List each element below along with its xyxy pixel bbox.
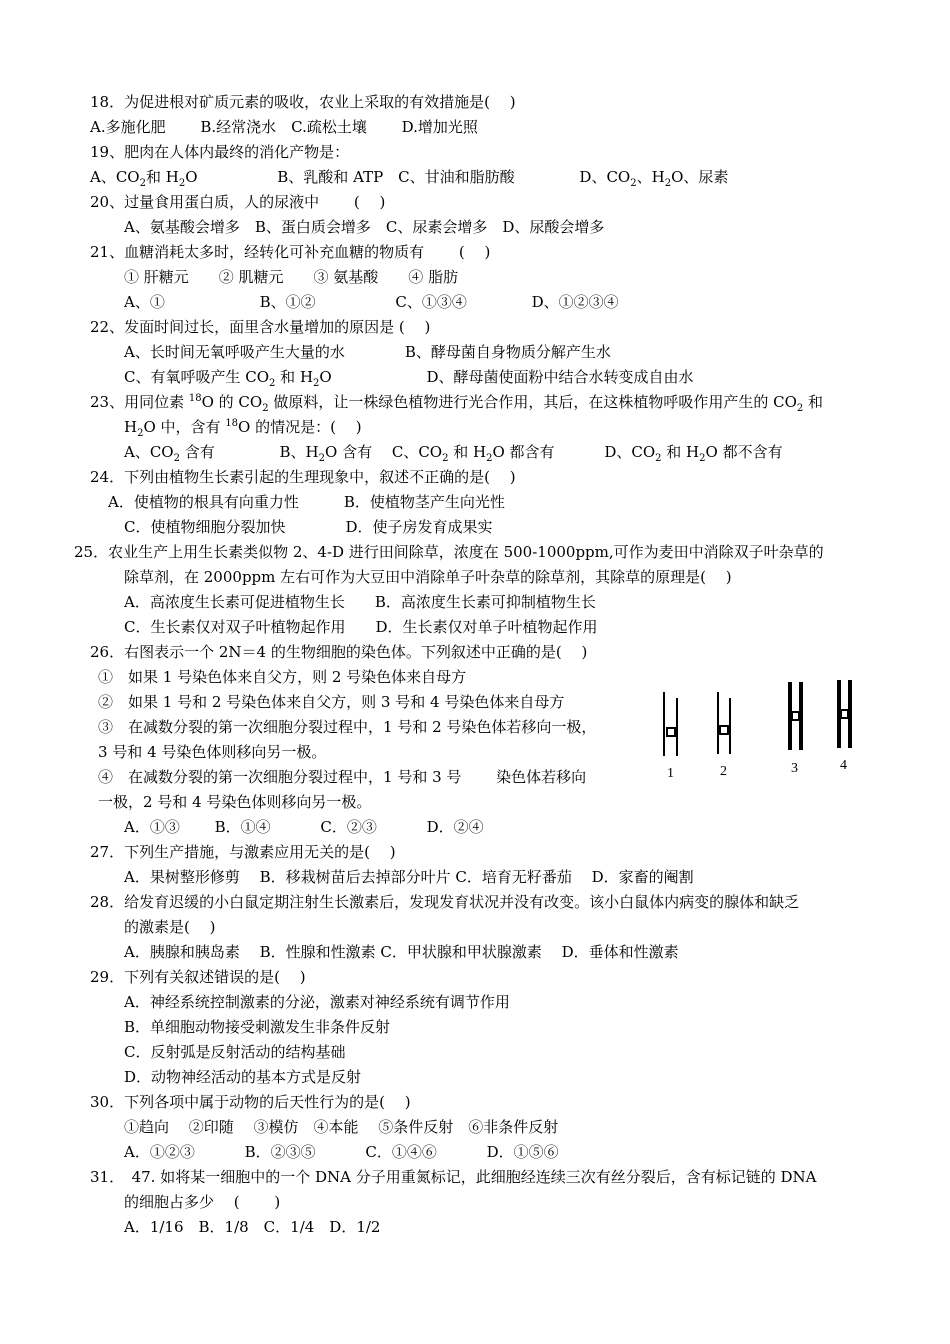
line-q31-2: 的细胞占多少 ( )	[124, 1193, 281, 1211]
line-q19: 19、肥肉在人体内最终的消化产物是：	[90, 143, 350, 161]
chromosome-3	[790, 682, 801, 776]
chromosome-1-label: 1	[667, 766, 674, 781]
line-q23-opts: A、$CO_2$ 含有 B、$H_2O$ 含有 C、$CO_2$ 和 $H_2O$ 都含有 D、$CO_2$ 和 $H_2O$ 都不含有	[124, 443, 783, 464]
line-q29-a: A．神经系统控制激素的分泌，激素对神经系统有调节作用	[124, 993, 510, 1011]
line-q18-opts: A.多施化肥 B.经常浇水 C.疏松土壤 D.增加光照	[90, 118, 478, 136]
line-q29-b: B．单细胞动物接受刺激发生非条件反射	[124, 1018, 391, 1036]
line-q29-d: D．动物神经活动的基本方式是反射	[124, 1068, 362, 1086]
line-q22-cd: C、有氧呼吸产生 $CO_2$ 和 $H_2O$ D、酵母菌使面粉中结合水转变成自由水	[124, 368, 694, 389]
chromosome-2-label: 2	[720, 764, 727, 779]
line-q30-items: ①趋向 ②印随 ③模仿 ④本能 ⑤条件反射 ⑥非条件反射	[124, 1118, 559, 1136]
line-q26-2: ② 如果 1 号和 2 号染色体来自父方，则 3 号和 4 号染色体来自母方	[98, 693, 565, 711]
line-q26-3a: ③ 在减数分裂的第一次细胞分裂过程中，1 号和 2 号染色体若移向一极，	[98, 718, 597, 736]
line-q30: 30．下列各项中属于动物的后天性行为的是( )	[90, 1093, 411, 1111]
line-q23-1: 23、用同位素 $^{18}$O 的 $CO_2$ 做原料，让一株绿色植物进行光合作用，其后，在这株植物呼吸作用产生的 $CO_2$ 和	[90, 393, 824, 414]
line-q24: 24．下列由植物生长素引起的生理现象中，叙述不正确的是( )	[90, 468, 516, 486]
line-q20: 20、过量食用蛋白质，人的尿液中 ( )	[90, 193, 386, 211]
line-q28-2: 的激素是( )	[124, 918, 216, 936]
line-q20-opts: A、氨基酸会增多 B、蛋白质会增多 C、尿素会增多 D、尿酸会增多	[124, 218, 605, 236]
line-q26-3b: 3 号和 4 号染色体则移向另一极。	[98, 743, 327, 761]
line-q26-1: ① 如果 1 号染色体来自父方，则 2 号染色体来自母方	[98, 668, 467, 686]
line-q25-ab: A．高浓度生长素可促进植物生长 B．高浓度生长素可抑制植物生长	[124, 593, 596, 611]
chromosome-2	[718, 692, 730, 779]
chromosome-figure	[650, 670, 880, 790]
line-q21-opts: A、① B、①② C、①③④ D、①②③④	[124, 293, 619, 311]
line-q24-ab: A．使植物的根具有向重力性 B．使植物茎产生向光性	[108, 493, 505, 511]
chromosome-3-label: 3	[791, 761, 798, 776]
line-q27: 27．下列生产措施，与激素应用无关的是( )	[90, 843, 396, 861]
line-q25-2: 除草剂，在 2000ppm 左右可作为大豆田中消除单子叶杂草的除草剂，其除草的原理是( )	[124, 568, 732, 586]
line-q25-cd: C．生长素仅对双子叶植物起作用 D．生长素仅对单子叶植物起作用	[124, 618, 598, 636]
line-q22: 22、发面时间过长，面里含水量增加的原因是 ( )	[90, 318, 431, 336]
line-q22-ab: A、长时间无氧呼吸产生大量的水 B、酵母菌自身物质分解产生水	[124, 343, 611, 361]
line-q19-opts: A、$CO_2$和 $H_2O$ B、乳酸和 ATP C、甘油和脂肪酸 D、$CO_2$、$H_2O$、尿素	[90, 168, 729, 189]
line-q30-opts: A．①②③ B．②③⑤ C．①④⑥ D．①⑤⑥	[124, 1143, 559, 1161]
line-q23-2: $H_2O$ 中，含有 $^{18}$O 的情况是：( )	[124, 418, 362, 439]
chromosome-4-label: 4	[840, 758, 847, 773]
line-q31-1: 31． 47. 如将某一细胞中的一个 DNA 分子用重氮标记，此细胞经连续三次有丝分裂后，含有标记链的 DNA	[90, 1168, 817, 1186]
line-q31-opts: A．1/16 B．1/8 C．1/4 D．1/2	[124, 1218, 381, 1236]
line-q26-opts: A．①③ B．①④ C．②③ D．②④	[124, 818, 484, 836]
chromosome-4	[839, 680, 850, 773]
line-q18: 18．为促进根对矿质元素的吸收，农业上采取的有效措施是( )	[90, 93, 516, 111]
line-q28-opts: A．胰腺和胰岛素 B．性腺和性激素 C．甲状腺和甲状腺激素 D．垂体和性激素	[124, 943, 679, 961]
line-q26-4a: ④ 在减数分裂的第一次细胞分裂过程中，1 号和 3 号 染色体若移向	[98, 768, 587, 786]
line-q24-cd: C．使植物细胞分裂加快 D．使子房发育成果实	[124, 518, 493, 536]
line-q25-1: 25．农业生产上用生长素类似物 2、4-D 进行田间除草，浓度在 500-1000ppm,可作为麦田中消除双子叶杂草的	[74, 543, 824, 561]
line-q29-c: C．反射弧是反射活动的结构基础	[124, 1043, 346, 1061]
line-q29: 29．下列有关叙述错误的是( )	[90, 968, 306, 986]
line-q27-opts: A．果树整形修剪 B．移栽树苗后去掉部分叶片 C．培育无籽番茄 D．家畜的阉割	[124, 868, 694, 886]
line-q26-4b: 一极，2 号和 4 号染色体则移向另一极。	[98, 793, 372, 811]
line-q21-items: ① 肝糖元 ② 肌糖元 ③ 氨基酸 ④ 脂肪	[124, 268, 459, 286]
chromosome-1	[664, 692, 677, 781]
line-q21: 21、血糖消耗太多时，经转化可补充血糖的物质有 ( )	[90, 243, 491, 261]
line-q28-1: 28．给发育迟缓的小白鼠定期注射生长激素后，发现发育状况并没有改变。该小白鼠体内病变的腺体和缺乏	[90, 893, 800, 911]
line-q26: 26．右图表示一个 2N＝4 的生物细胞的染色体。下列叙述中正确的是( )	[90, 643, 588, 661]
